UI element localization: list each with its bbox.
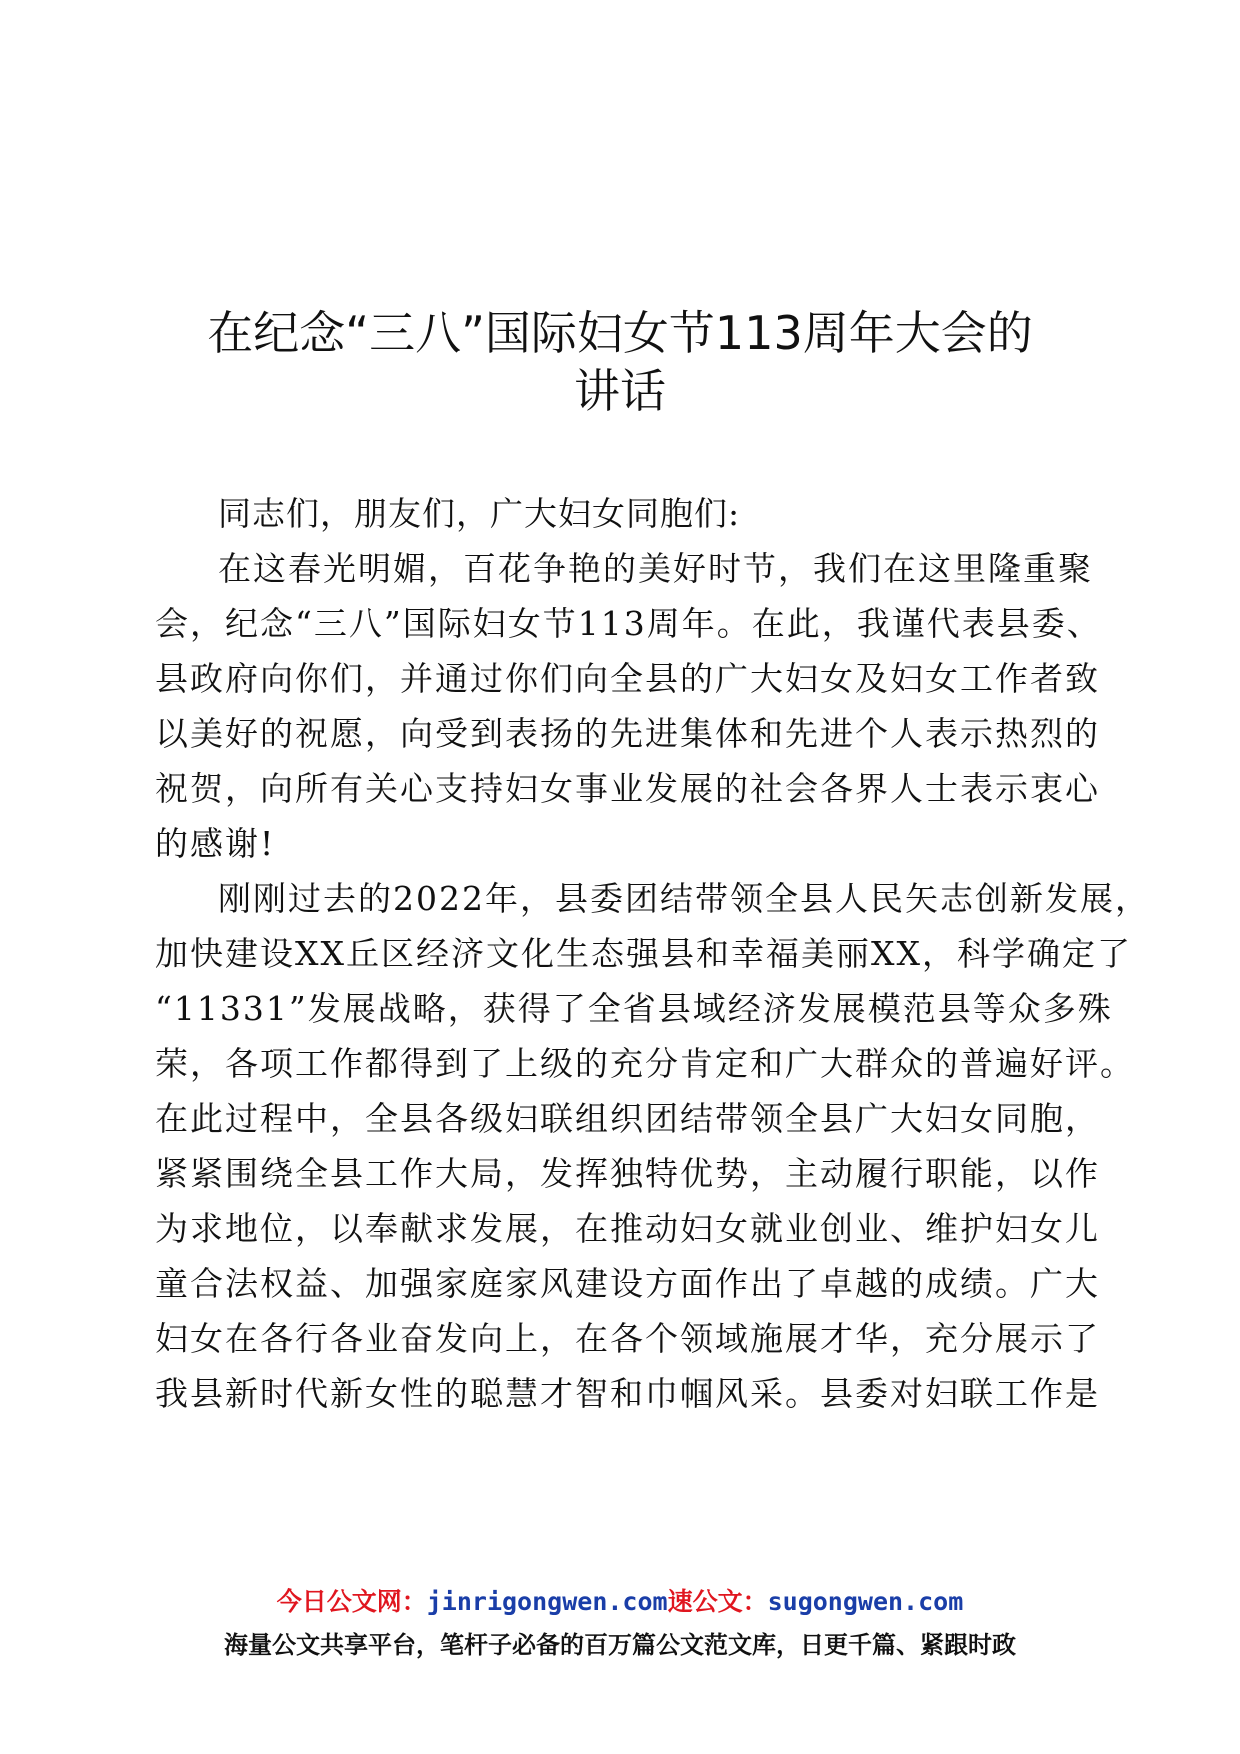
body-line: 为求地位，以奉献求发展，在推动妇女就业创业、维护妇女儿 (155, 1209, 1100, 1248)
salutation: 同志们，朋友们，广大妇女同胞们: (218, 494, 741, 533)
footer-slogan: 海量公文共享平台，笔杆子必备的百万篇公文范文库，日更千篇、紧跟时政 (224, 1631, 1016, 1659)
document-title (0, 304, 1240, 420)
body-line: 刚刚过去的2022年，县委团结带领全县人民矢志创新发展， (218, 879, 1150, 918)
title-line-2: 讲话 (574, 364, 666, 418)
body-line: 童合法权益、加强家庭家风建设方面作出了卓越的成绩。广大 (155, 1264, 1100, 1303)
body-line: “11331”发展战略，获得了全省县域经济发展模范县等众多殊 (155, 989, 1113, 1028)
body-line: 在这春光明媚，百花争艳的美好时节，我们在这里隆重聚 (218, 549, 1093, 588)
body-line: 以美好的祝愿，向受到表扬的先进集体和先进个人表示热烈的 (155, 714, 1100, 753)
footer-sites (0, 1582, 1240, 1618)
title-line-1: 在纪念“三八”国际妇女节113周年大会的 (207, 306, 1033, 360)
body-line: 祝贺，向所有关心支持妇女事业发展的社会各界人士表示衷心 (155, 769, 1100, 808)
body-line: 的感谢! (155, 824, 276, 863)
body-line: 紧紧围绕全县工作大局，发挥独特优势，主动履行职能，以作 (155, 1154, 1100, 1193)
body-line: 县政府向你们，并通过你们向全县的广大妇女及妇女工作者致 (155, 659, 1100, 698)
body-line: 在此过程中，全县各级妇联组织团结带领全县广大妇女同胞， (155, 1099, 1100, 1138)
site2-name: 速公文： (667, 1587, 768, 1616)
body-line: 妇女在各行各业奋发向上，在各个领域施展才华，充分展示了 (155, 1319, 1100, 1358)
body-line: 荣，各项工作都得到了上级的充分肯定和广大群众的普遍好评。 (155, 1044, 1135, 1083)
site1-name: 今日公文网： (276, 1587, 427, 1616)
body-line: 我县新时代新女性的聪慧才智和巾帼风采。县委对妇联工作是 (155, 1374, 1100, 1413)
site1-link[interactable]: jinrigongwen.com (426, 1587, 668, 1616)
body-line: 加快建设XX丘区经济文化生态强县和幸福美丽XX，科学确定了 (155, 934, 1132, 973)
body-line: 会，纪念“三八”国际妇女节113周年。在此，我谨代表县委、 (155, 604, 1102, 643)
site2-link[interactable]: sugongwen.com (767, 1587, 964, 1616)
